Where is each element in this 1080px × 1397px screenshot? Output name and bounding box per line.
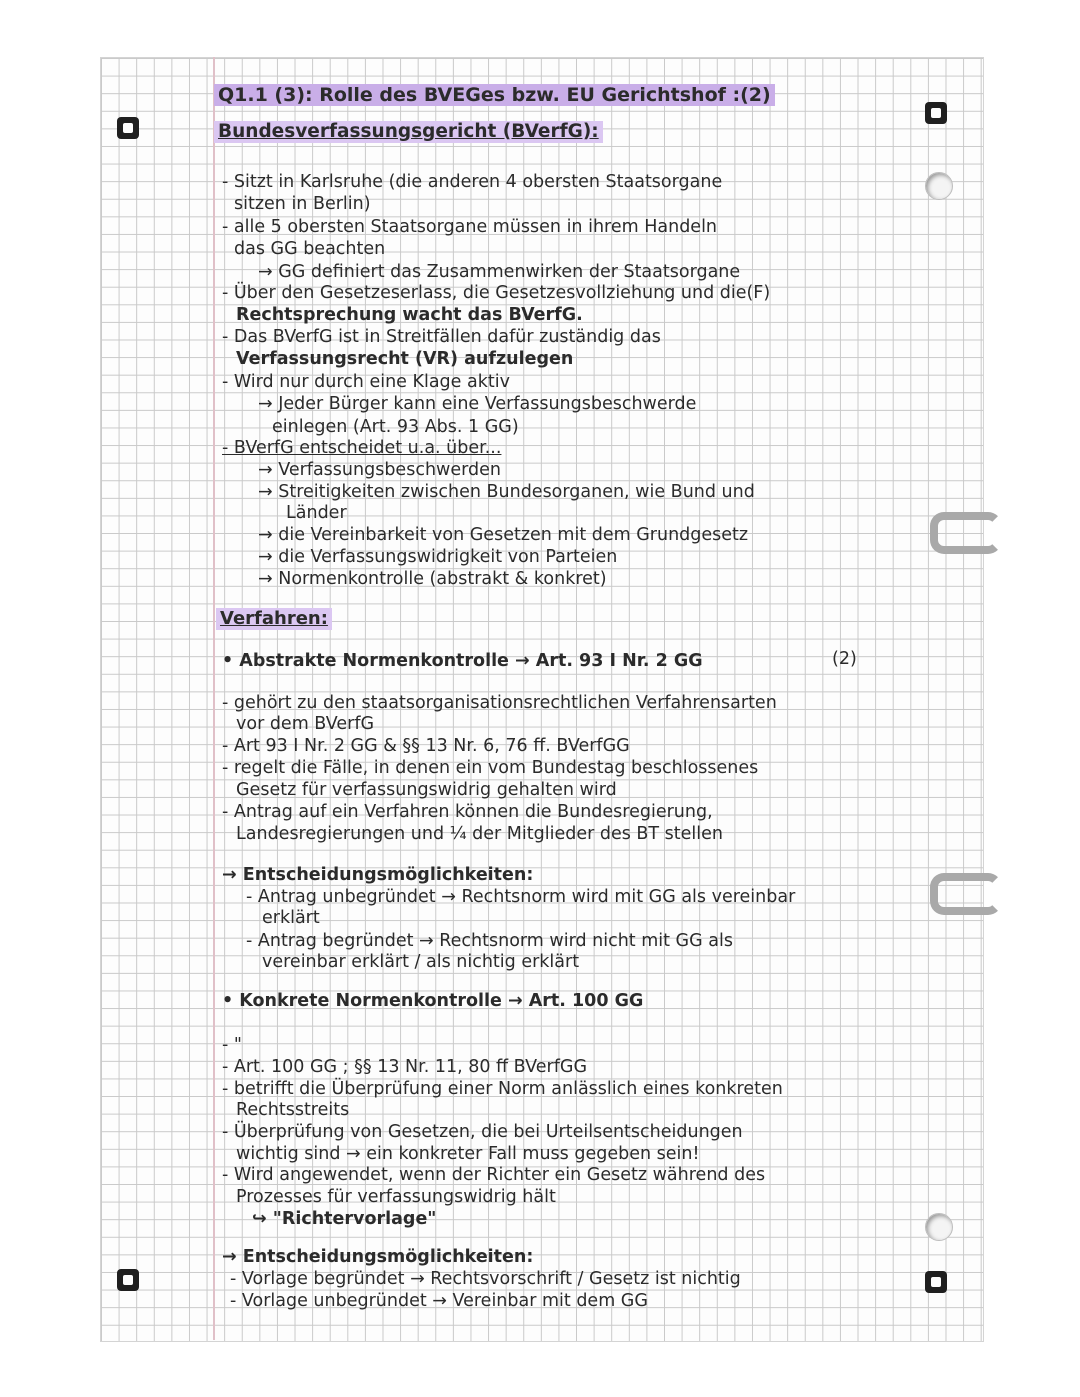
binder-ring-icon — [930, 512, 1002, 554]
note-line: → Streitigkeiten zwischen Bundesorganen, wie Bund und — [258, 482, 755, 502]
verfahren-label: Verfahren: — [216, 608, 332, 630]
note-line: - alle 5 obersten Staatsorgane müssen in ihrem Handeln — [222, 217, 718, 237]
punch-hole-icon — [925, 172, 953, 200]
page-title: Q1.1 (3): Rolle des BVEGes bzw. EU Gerichtshof :(2) — [214, 84, 775, 106]
note-line: - gehört zu den staatsorganisationsrechtlichen Verfahrensarten — [222, 693, 777, 713]
note-line: ↪ "Richtervorlage" — [252, 1209, 437, 1229]
konkret-title: • Konkrete Normenkontrolle → Art. 100 GG — [222, 991, 644, 1011]
note-line: vereinbar erklärt / als nichtig erklärt — [262, 952, 580, 972]
note-line: Gesetz für verfassungswidrig gehalten wird — [236, 780, 617, 800]
note-line: - regelt die Fälle, in denen ein vom Bundestag beschlossenes — [222, 758, 759, 778]
decision-title: → Entscheidungsmöglichkeiten: — [222, 1247, 534, 1267]
note-line: Rechtsprechung wacht das BVerfG. — [236, 305, 583, 325]
note-line: - Art. 100 GG ; §§ 13 Nr. 11, 80 ff BVerfGG — [222, 1057, 588, 1077]
note-line: Landesregierungen und ¼ der Mitglieder des BT stellen — [236, 824, 723, 844]
note-line: - Wird nur durch eine Klage aktiv — [222, 372, 510, 392]
abstrakt-title: • Abstrakte Normenkontrolle → Art. 93 I Nr. 2 GG — [222, 651, 703, 671]
note-line: → Normenkontrolle (abstrakt & konkret) — [258, 569, 607, 589]
abstrakt-mark: (2) — [832, 649, 857, 669]
note-line: Verfassungsrecht (VR) aufzulegen — [236, 349, 574, 369]
note-line: - Vorlage unbegründet → Vereinbar mit dem GG — [230, 1291, 648, 1311]
note-line: erklärt — [262, 908, 320, 928]
section-title: Bundesverfassungsgericht (BVerfG): — [214, 121, 603, 143]
note-line: einlegen (Art. 93 Abs. 1 GG) — [272, 417, 519, 437]
binder-corner-icon — [925, 102, 947, 124]
note-line: - Überprüfung von Gesetzen, die bei Urteilsentscheidungen — [222, 1122, 743, 1142]
note-line: → Verfassungsbeschwerden — [258, 460, 501, 480]
decision-title: → Entscheidungsmöglichkeiten: — [222, 865, 534, 885]
binder-ring-icon — [930, 873, 1002, 915]
punch-hole-icon — [925, 1213, 953, 1241]
note-line: - Antrag unbegründet → Rechtsnorm wird mit GG als vereinbar — [246, 887, 796, 907]
binder-corner-icon — [925, 1271, 947, 1293]
binder-corner-icon — [117, 117, 139, 139]
note-line: → die Verfassungswidrigkeit von Parteien — [258, 547, 618, 567]
note-line: wichtig sind → ein konkreter Fall muss gegeben sein! — [236, 1144, 700, 1164]
note-line: → die Vereinbarkeit von Gesetzen mit dem Grundgesetz — [258, 525, 749, 545]
note-line: Rechtsstreits — [236, 1100, 350, 1120]
note-line: - " — [222, 1035, 242, 1055]
note-line: - Antrag auf ein Verfahren können die Bundesregierung, — [222, 802, 713, 822]
note-line: vor dem BVerfG — [236, 714, 375, 734]
note-line: sitzen in Berlin) — [234, 194, 371, 214]
note-line: - betrifft die Überprüfung einer Norm anlässlich eines konkreten — [222, 1079, 783, 1099]
note-line: - Wird angewendet, wenn der Richter ein Gesetz während des — [222, 1165, 766, 1185]
note-line: - Über den Gesetzeserlass, die Gesetzesvollziehung und die(F) — [222, 283, 771, 303]
note-line: - Art 93 I Nr. 2 GG & §§ 13 Nr. 6, 76 ff. BVerfGG — [222, 736, 630, 756]
note-line: - Sitzt in Karlsruhe (die anderen 4 obersten Staatsorgane — [222, 172, 723, 192]
note-line: das GG beachten — [234, 239, 386, 259]
note-line: - BVerfG entscheidet u.a. über... — [222, 438, 502, 458]
note-line: → Jeder Bürger kann eine Verfassungsbeschwerde — [258, 394, 697, 414]
note-line: - Antrag begründet → Rechtsnorm wird nicht mit GG als — [246, 931, 733, 951]
binder-corner-icon — [117, 1269, 139, 1291]
note-line: → GG definiert das Zusammenwirken der Staatsorgane — [258, 262, 741, 282]
note-line: - Vorlage begründet → Rechtsvorschrift / Gesetz ist nichtig — [230, 1269, 741, 1289]
note-line: Länder — [286, 503, 347, 523]
margin-line — [213, 57, 215, 1340]
note-line: Prozesses für verfassungswidrig hält — [236, 1187, 556, 1207]
note-line: - Das BVerfG ist in Streitfällen dafür zuständig das — [222, 327, 661, 347]
